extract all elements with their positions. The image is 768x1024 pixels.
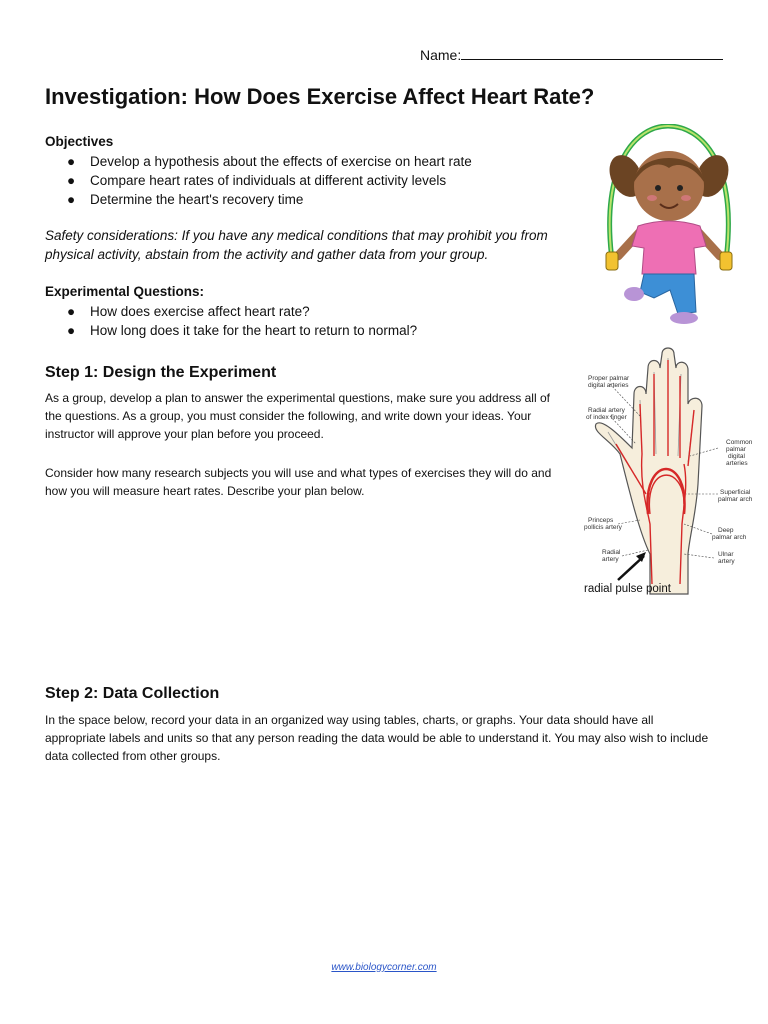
svg-text:artery: artery bbox=[602, 556, 619, 563]
step2-paragraph: In the space below, record your data in an organized way using tables, charts, or graphs. Your data should have all appropriate labels and units so that any person reading the data would be able to understand it. You may also wish to include data collected from other groups. bbox=[45, 713, 709, 763]
svg-text:Common: Common bbox=[726, 439, 753, 446]
page-title: Investigation: How Does Exercise Affect Heart Rate? bbox=[45, 84, 595, 109]
svg-text:palmar: palmar bbox=[726, 446, 746, 453]
list-item: ● Compare heart rates of individuals at different activity levels bbox=[67, 173, 447, 188]
list-item: ● Determine the heart's recovery time bbox=[67, 192, 304, 207]
objectives-list bbox=[45, 152, 565, 209]
step1-paragraph-2: Consider how many research subjects you will use and what types of exercises they will do and how you will measure heart rates. Describe your plan below. bbox=[45, 466, 552, 498]
questions-heading: Experimental Questions: bbox=[45, 284, 205, 299]
svg-text:artery: artery bbox=[718, 558, 735, 565]
questions-list bbox=[45, 302, 565, 340]
svg-text:Deep: Deep bbox=[718, 527, 734, 534]
svg-text:of index finger: of index finger bbox=[586, 414, 627, 421]
svg-text:palmar arch: palmar arch bbox=[718, 496, 753, 503]
step1-paragraph-1: As a group, develop a plan to answer the experimental questions, make sure you address all of the questions. As a group, you must consider the following, and write down your ideas. Your instructor will approve your plan before you proceed. bbox=[45, 391, 550, 441]
step2-heading: Step 2: Data Collection bbox=[45, 685, 220, 702]
svg-text:pollicis artery: pollicis artery bbox=[584, 524, 622, 531]
svg-text:palmar arch: palmar arch bbox=[712, 534, 747, 541]
step1-heading: Step 1: Design the Experiment bbox=[45, 364, 277, 381]
objectives-heading: Objectives bbox=[45, 134, 114, 149]
name-blank-line[interactable] bbox=[461, 46, 723, 60]
list-item: ● How does exercise affect heart rate? bbox=[67, 304, 310, 319]
list-item: ● Develop a hypothesis about the effects of exercise on heart rate bbox=[67, 154, 472, 169]
jump-rope-girl-illustration bbox=[596, 124, 742, 332]
svg-text:Princeps: Princeps bbox=[588, 517, 614, 524]
questions-section bbox=[45, 284, 565, 340]
name-field bbox=[420, 46, 723, 63]
svg-text:Superficial: Superficial bbox=[720, 489, 751, 496]
svg-text:arteries: arteries bbox=[726, 460, 748, 467]
svg-text:digital: digital bbox=[728, 453, 745, 460]
svg-text:Proper palmar: Proper palmar bbox=[588, 375, 630, 382]
footer bbox=[0, 962, 768, 973]
footer-link[interactable]: www.biologycorner.com bbox=[331, 962, 437, 973]
svg-text:Ulnar: Ulnar bbox=[718, 551, 734, 558]
list-item: ● How long does it take for the heart to return to normal? bbox=[67, 323, 418, 338]
svg-text:Radial: Radial bbox=[602, 549, 621, 556]
pulse-point-label: radial pulse point bbox=[584, 583, 671, 595]
objectives-section bbox=[45, 134, 565, 209]
hand-artery-diagram bbox=[580, 344, 758, 600]
safety-considerations: Safety considerations: If you have any medical conditions that may prohibit you from physical activity, abstain from the activity and gather data from your group. bbox=[45, 228, 548, 262]
svg-text:Radial artery: Radial artery bbox=[588, 407, 625, 414]
svg-text:digital arteries: digital arteries bbox=[588, 382, 629, 389]
name-label: Name: bbox=[420, 47, 462, 63]
